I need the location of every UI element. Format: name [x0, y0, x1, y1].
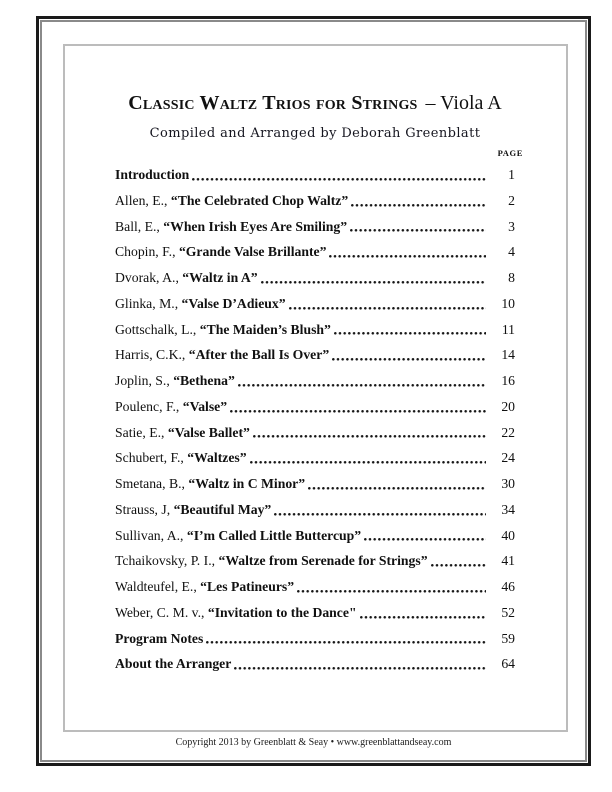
toc-page-number: 24 [501, 450, 515, 466]
dot-leader [360, 616, 486, 619]
toc-page-number: 16 [501, 373, 515, 388]
toc-page-number: 34 [501, 501, 515, 517]
toc-composer: Smetana, B., [115, 476, 189, 491]
toc-composer: Satie, E., [115, 424, 168, 440]
toc-title: “Waltz in C Minor” [188, 476, 306, 491]
toc-row [115, 265, 515, 291]
toc-row [115, 574, 515, 600]
toc-row [115, 497, 515, 523]
toc-page-number: 52 [501, 604, 515, 620]
toc-row [115, 342, 515, 368]
dot-leader [192, 178, 486, 181]
toc-composer: Harris, C.K., [115, 347, 189, 363]
toc-composer: Glinka, M., [115, 295, 182, 311]
dot-leader [350, 229, 486, 232]
toc-row [115, 162, 515, 188]
dot-leader [329, 255, 486, 258]
dot-leader [332, 358, 486, 361]
toc-row [115, 471, 515, 497]
toc-page-number: 1 [508, 167, 515, 182]
toc-page-number: 2 [508, 192, 515, 208]
toc-page-number: 4 [508, 244, 515, 260]
toc-title: “Beautiful May” [173, 501, 272, 517]
toc-page-number: 14 [501, 347, 515, 363]
toc-title: “Waltzes” [187, 450, 247, 466]
toc-title: “I’m Called Little Buttercup” [186, 527, 362, 543]
dot-leader [261, 281, 486, 284]
toc-row [115, 600, 515, 626]
toc-title: “Les Patineurs” [200, 579, 295, 594]
toc-title: “The Maiden’s Blush” [199, 321, 331, 337]
copyright-footer: Copyright 2013 by Greenblatt & Seay • www.greenblattandseay.com [175, 737, 452, 748]
toc-title: Program Notes [115, 630, 204, 646]
toc-row [115, 420, 515, 446]
dot-leader [250, 461, 486, 464]
toc-row [115, 548, 515, 574]
toc-title: “The Celebrated Chop Waltz” [170, 192, 349, 208]
toc-title: “Invitation to the Dance" [207, 604, 357, 620]
toc-page-number: 20 [501, 398, 515, 414]
dot-leader [234, 667, 486, 670]
dot-leader [351, 204, 486, 207]
book-title: Classic Waltz Trios for Strings [128, 92, 418, 114]
page-column-header: PAGE [497, 148, 523, 158]
toc-page-number: 8 [508, 270, 515, 285]
arranger-credit: Compiled and Arranged by Deborah Greenblatt [149, 126, 481, 141]
toc-page-number: 64 [501, 656, 515, 672]
dot-leader [334, 332, 486, 335]
toc-composer: Tchaikovsky, P. I., [115, 553, 219, 569]
toc-composer: Poulenc, F., [115, 398, 183, 414]
dot-leader [230, 410, 486, 413]
toc-row [115, 368, 515, 394]
toc-composer: Schubert, F., [115, 450, 188, 466]
toc-row [115, 291, 515, 317]
dot-leader [289, 307, 486, 310]
toc-page-number: 10 [501, 295, 515, 311]
toc-composer: Dvorak, A., [115, 270, 183, 285]
toc-title: “Valse” [182, 398, 228, 414]
toc-composer: Ball, E., [115, 218, 164, 234]
toc-composer: Strauss, J, [115, 501, 174, 517]
toc-title: “Valse D’Adieux” [181, 295, 286, 311]
toc-composer: Allen, E., [115, 192, 171, 208]
toc-title: “Grande Valse Brillante” [178, 244, 327, 260]
dot-leader [206, 641, 486, 644]
dot-leader [308, 487, 486, 490]
dot-leader [274, 513, 486, 516]
toc-composer: Joplin, S., [115, 373, 174, 388]
toc-title: “After the Ball Is Over” [188, 347, 330, 363]
toc-title: “Bethena” [173, 373, 235, 388]
toc-page-number: 46 [501, 579, 515, 594]
toc-composer: Waldteufel, E., [115, 579, 201, 594]
toc-composer: Weber, C. M. v., [115, 604, 208, 620]
toc-composer: Chopin, F., [115, 244, 179, 260]
dot-leader [297, 590, 486, 593]
toc-row [115, 239, 515, 265]
toc-row [115, 214, 515, 240]
toc-row [115, 394, 515, 420]
toc-row [115, 523, 515, 549]
toc-row [115, 445, 515, 471]
dot-leader [238, 384, 486, 387]
toc-row [115, 317, 515, 343]
dot-leader [431, 564, 486, 567]
dot-leader [364, 538, 486, 541]
toc-page-number: 40 [501, 527, 515, 543]
toc-composer: Gottschalk, L., [115, 321, 200, 337]
toc-title: “Waltze from Serenade for Strings” [218, 553, 428, 569]
toc-page-number: 30 [501, 476, 515, 491]
toc-title: “Waltz in A” [182, 270, 258, 285]
page-content [115, 0, 523, 792]
toc-page-number: 41 [501, 553, 515, 569]
toc-page-number: 3 [508, 218, 515, 234]
toc-row [115, 188, 515, 214]
toc-title: Introduction [115, 167, 190, 182]
page-title [115, 92, 515, 115]
dot-leader [253, 435, 486, 438]
toc-title: “Valse Ballet” [167, 424, 250, 440]
toc-composer: Sullivan, A., [115, 527, 187, 543]
toc-page-number: 11 [501, 321, 515, 337]
toc-title: “When Irish Eyes Are Smiling” [163, 218, 348, 234]
book-part-label: – Viola A [425, 92, 502, 114]
toc-row [115, 651, 515, 677]
toc-row [115, 626, 515, 652]
toc-page-number: 59 [501, 630, 515, 646]
table-of-contents [115, 162, 515, 677]
toc-title: About the Arranger [115, 656, 232, 672]
toc-page-number: 22 [501, 424, 515, 440]
